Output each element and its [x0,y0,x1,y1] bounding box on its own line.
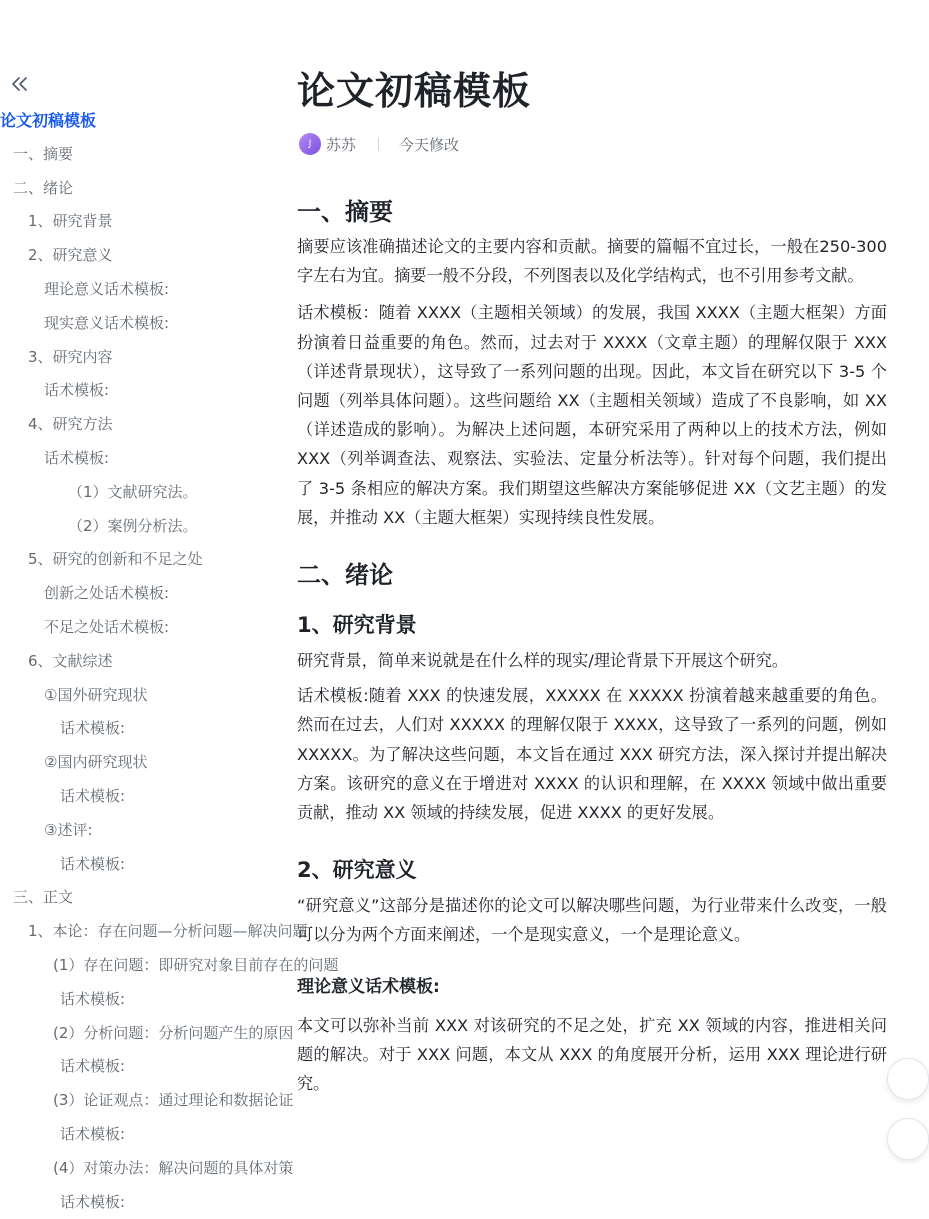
floating-action-button[interactable] [887,1058,929,1100]
outline-item-research-significance[interactable]: 2、研究意义 [0,239,262,273]
outline-item-research-background[interactable]: 1、研究背景 [0,205,262,239]
collapse-outline-button[interactable] [9,73,31,95]
theory-template-paragraph: 本文可以弥补当前 XXX 对该研究的不足之处，扩充 XX 领域的内容，推进相关问题的解决。对于 XXX 问题，本文从 XXX 的角度展开分析，运用 XXX 理论进行研究。 [297,1011,887,1099]
document-title: 论文初稿模板 [297,60,531,115]
significance-intro-paragraph: “研究意义”这部分是描述你的论文可以解决哪些问题，为行业带来什么改变，一般可以分为两个方面来阐述，一个是现实意义，一个是理论意义。 [297,891,887,949]
outline-item-argue-viewpoints[interactable]: (3）论证观点：通过理论和数据论证 [0,1084,262,1118]
outline-item-abstract[interactable]: 一、摘要 [0,138,262,172]
heading-theory-template: 理论意义话术模板: [297,972,887,1002]
outline-item-argue-template[interactable]: 话术模板: [0,1118,262,1152]
outline-item-content-template[interactable]: 话术模板: [0,374,262,408]
outline-item-case-method[interactable]: （2）案例分析法。 [0,510,262,544]
outline-item-review[interactable]: ③述评: [0,814,262,848]
outline-item-domestic-research[interactable]: ②国内研究现状 [0,746,262,780]
outline-item-domestic-template[interactable]: 话术模板: [0,780,262,814]
outline-item-practice-template[interactable]: 现实意义话术模板: [0,307,262,341]
background-intro-paragraph: 研究背景，简单来说就是在什么样的现实/理论背景下开展这个研究。 [297,646,887,675]
outline-item-review-template[interactable]: 话术模板: [0,848,262,882]
double-chevron-left-icon [9,73,31,95]
outline-item-theory-template[interactable]: 理论意义话术模板: [0,273,262,307]
outline-item-doc-title[interactable]: 论文初稿模板 [0,104,262,138]
outline-item-existing-problems[interactable]: (1）存在问题：即研究对象目前存在的问题 [0,949,262,983]
outline-item-foreign-template[interactable]: 话术模板: [0,712,262,746]
outline-item-countermeasures[interactable]: (4）对策办法：解决问题的具体对策 [0,1152,262,1186]
outline-item-literature-method[interactable]: （1）文献研究法。 [0,476,262,510]
outline-item-research-methods[interactable]: 4、研究方法 [0,408,262,442]
outline-item-countermeasures-template[interactable]: 话术模板: [0,1186,262,1219]
outline-item-problems-template[interactable]: 话术模板: [0,983,262,1017]
background-template-paragraph: 话术模板:随着 XXX 的快速发展，XXXXX 在 XXXXX 扮演着越来越重要的角色。然而在过去，人们对 XXXXX 的理解仅限于 XXXX，这导致了一系列的问题，例如 XXXXX。为了解决这些问题，本文旨在通过 XXX 研究方法，深入探讨并提出解决方案。该研究的意义在于增进对 XXXX 的认识和理解，在 XXXX 领域中做出重要贡献，推动 XX 领域的持续发展，促进 XXXX 的更好发展。 [297,681,887,827]
outline-item-main-argument[interactable]: 1、本论：存在问题—分析问题—解决问题 [0,915,262,949]
document-body [297,193,887,1098]
author-name[interactable]: 苏苏 [326,134,356,155]
section-heading-introduction: 二、绪论 [297,556,887,594]
section-heading-abstract: 一、摘要 [297,193,887,231]
outline-item-methods-template[interactable]: 话术模板: [0,442,262,476]
avatar[interactable]: J [299,133,321,155]
outline-item-literature-review[interactable]: 6、文献综述 [0,645,262,679]
modified-time: 今天修改 [399,134,459,155]
document-meta [299,131,459,157]
floating-help-button[interactable] [887,1118,929,1160]
outline-item-innovation-template[interactable]: 创新之处话术模板: [0,577,262,611]
abstract-template-paragraph: 话术模板：随着 XXXX（主题相关领域）的发展，我国 XXXX（主题大框架）方面扮演着日益重要的角色。然而，过去对于 XXXX（文章主题）的理解仅限于 XXX（详述背景现状），这导致了一系列问题的出现。因此，本文旨在研究以下 3-5 个问题（列举具体问题）。这些问题给 XX（主题相关领域）造成了不良影响，如 XX（详述造成的影响）。为解决上述问题，本研究采用了两种以上的技术方法，例如 XXX（列举调查法、观察法、实验法、定量分析法等）。针对每个问题，我们提出了 3-5 条相应的解决方案。我们期望这些解决方案能够促进 XX（文艺主题）的发展，并推动 XX（主题大框架）实现持续良性发展。 [297,298,887,532]
outline-item-main-body[interactable]: 三、正文 [0,881,262,915]
outline-item-foreign-research[interactable]: ①国外研究现状 [0,679,262,713]
outline-item-shortcoming-template[interactable]: 不足之处话术模板: [0,611,262,645]
document-outline-sidebar [0,0,262,1200]
subsection-heading-research-background: 1、研究背景 [297,608,887,642]
abstract-intro-paragraph: 摘要应该准确描述论文的主要内容和贡献。摘要的篇幅不宜过长，一般在250-300字左右为宜。摘要一般不分段，不列图表以及化学结构式，也不引用参考文献。 [297,232,887,290]
outline-item-analyze-template[interactable]: 话术模板: [0,1050,262,1084]
document-main [297,0,887,1200]
outline-item-introduction[interactable]: 二、绪论 [0,172,262,206]
outline-item-innovation[interactable]: 5、研究的创新和不足之处 [0,543,262,577]
outline-item-analyze-problems[interactable]: (2）分析问题：分析问题产生的原因 [0,1017,262,1051]
outline-item-research-content[interactable]: 3、研究内容 [0,341,262,375]
subsection-heading-research-significance: 2、研究意义 [297,853,887,887]
meta-divider [378,138,379,151]
outline-list [0,104,262,1219]
